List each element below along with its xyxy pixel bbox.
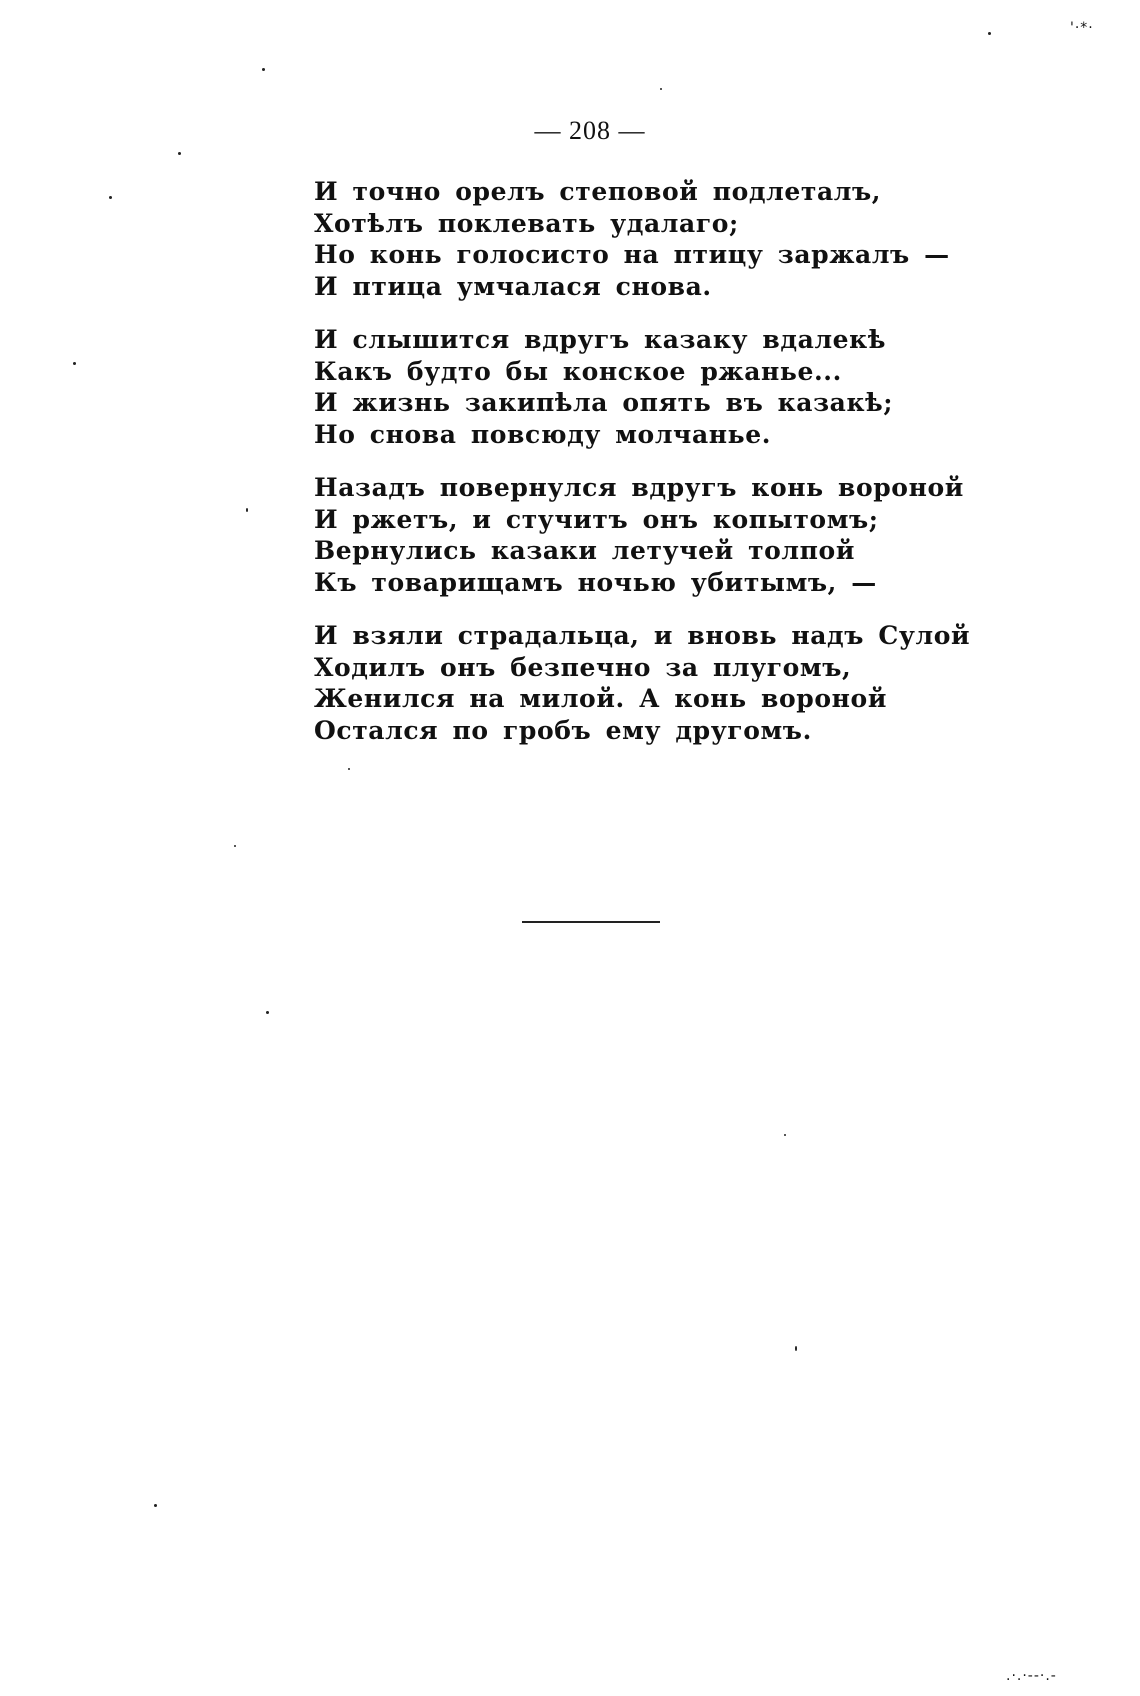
stanza-3 [314, 472, 964, 598]
scan-speck [262, 68, 265, 71]
scan-mark-bottom-right: .·.·--·.- [1006, 1668, 1057, 1684]
scan-speck [266, 1011, 269, 1014]
poem-line: Но конь голосисто на птицу заржалъ — [314, 240, 950, 269]
stanza-4 [314, 620, 971, 746]
end-rule [522, 921, 660, 923]
poem-line: И точно орелъ степовой подлеталъ, [314, 177, 882, 206]
poem-line: Но снова повсюду молчанье. [314, 419, 772, 449]
poem-line: И взяли страдальца, и вновь надъ Сулой [314, 621, 971, 650]
scan-speck [348, 768, 350, 770]
scan-speck [234, 845, 236, 847]
stanza-2 [314, 324, 934, 450]
poem-line: Вернулись казаки летучей толпой [314, 536, 855, 565]
poem-line: И птица умчалася снова. [314, 271, 712, 301]
scan-speck [246, 508, 248, 512]
scan-speck [73, 362, 76, 365]
poem-line: Остался по гробъ ему другомъ. [314, 715, 812, 745]
scan-mark-top-right: '·*· [1070, 20, 1094, 36]
poem-line: Назадъ повернулся вдругъ конь вороной [314, 473, 964, 502]
poem-line: Къ товарищамъ ночью убитымъ, — [314, 567, 877, 597]
poem-line: Какъ будто бы конское ржанье... [314, 356, 842, 386]
poem-line: И ржетъ, и стучитъ онъ копытомъ; [314, 504, 879, 534]
scan-speck [784, 1134, 786, 1136]
poem-line: И жизнь закипѣла опять въ казакѣ; [314, 388, 894, 417]
poem-line: Женился на милой. А конь вороной [314, 684, 887, 713]
scan-speck [988, 32, 991, 35]
poem-line: Ходилъ онъ безпечно за плугомъ, [314, 652, 852, 682]
scan-speck [154, 1504, 157, 1507]
page-number: — 208 — [534, 116, 646, 145]
poem [314, 176, 971, 768]
scan-speck [795, 1346, 797, 1351]
stanza-1 [314, 176, 950, 302]
scan-speck [178, 152, 181, 155]
poem-line: Хотѣлъ поклевать удалаго; [314, 208, 739, 238]
poem-line: И слышится вдругъ казаку вдалекѣ [314, 325, 887, 354]
scan-speck [660, 88, 662, 90]
scan-speck [109, 196, 112, 199]
